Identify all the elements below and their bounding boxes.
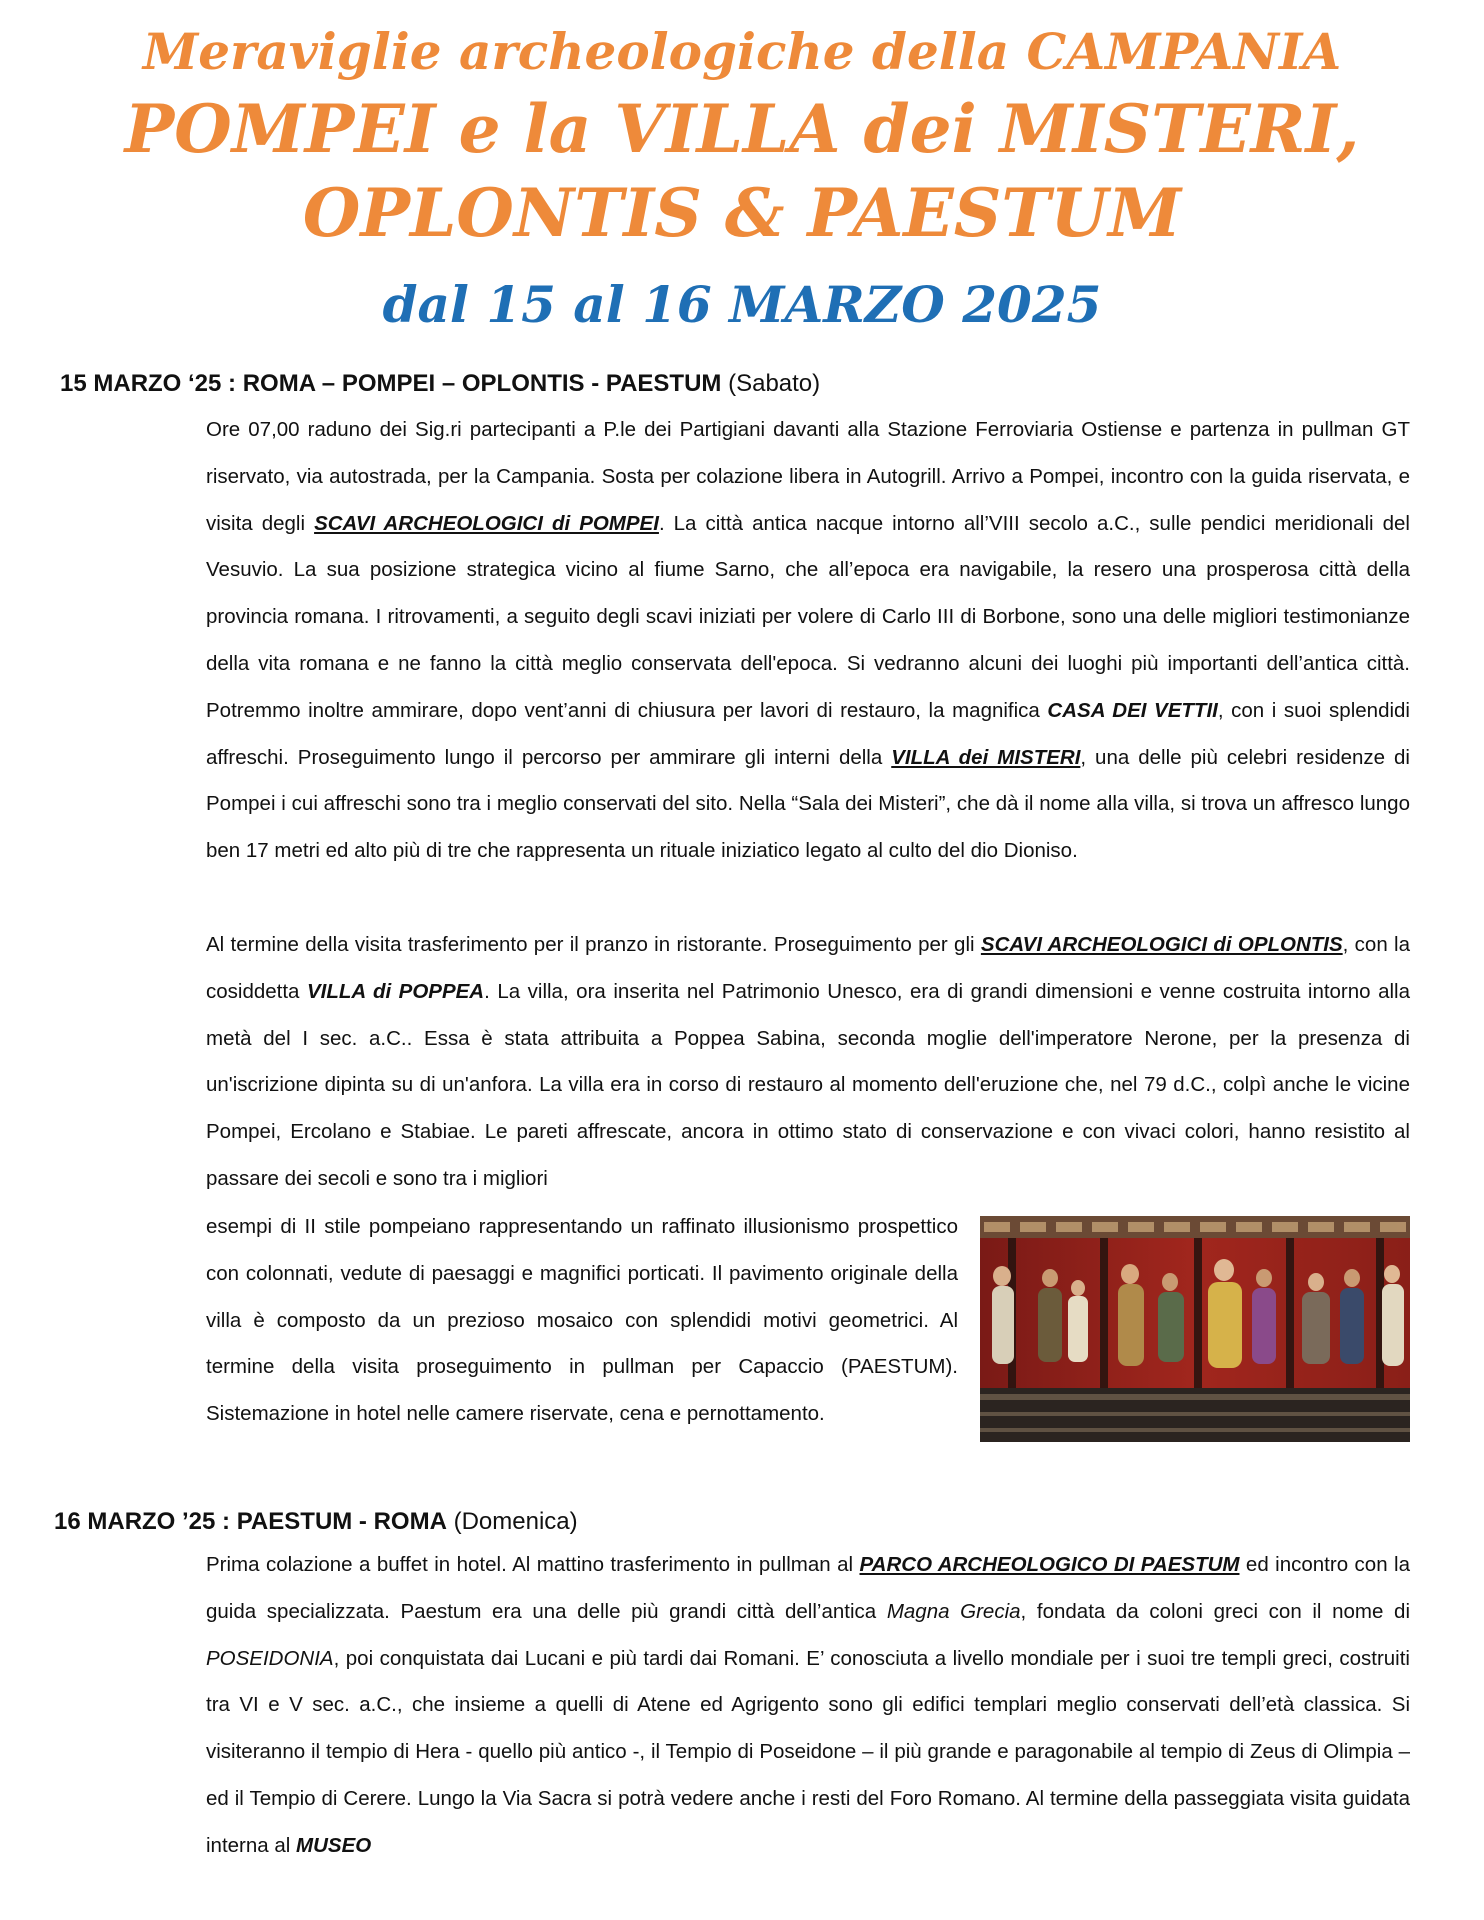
highlight-museo: MUSEO — [296, 1833, 372, 1857]
day-1-weekday: (Sabato) — [728, 370, 821, 397]
text-run: ed incontro con la guida specializzata. Paestum era una delle più grandi città dell’antica — [206, 1553, 1410, 1623]
highlight-scavi-pompei: SCAVI ARCHEOLOGICI di POMPEI — [314, 511, 659, 535]
day-1-paragraph-2 — [206, 922, 1410, 1203]
highlight-scavi-oplontis: SCAVI ARCHEOLOGICI di OPLONTIS — [980, 933, 1343, 956]
highlight-villa-poppea: VILLA di POPPEA — [306, 979, 485, 1003]
day-2-heading-route: 16 MARZO ’25 : PAESTUM - ROMA — [54, 1508, 447, 1535]
text-run: Al termine della visita trasferimento per il pranzo in ristorante. Proseguimento per gli — [206, 933, 981, 956]
day-2-heading — [54, 1508, 578, 1536]
text-run: , una delle più celebri residenze di Pompei i cui affreschi sono tra i meglio conservati del sito. Nella “Sala dei Misteri”, che dà il nome alla villa, si trova un affresco lungo ben 17 metri ed alto più di tre che rappresenta un rituale iniziatico legato al culto del dio Dioniso. — [206, 745, 1410, 863]
highlight-poseidonia: POSEIDONIA — [206, 1646, 334, 1670]
text-run: , poi conquistata dai Lucani e più tardi dai Romani. E’ conosciuta a livello mondiale per i suoi tre templi greci, costruiti tra VI e V sec. a.C., che insieme a quelli di Atene ed Agrigento sono gli edifici templari meglio conservati dell’età classica. Si visiteranno il tempio di Hera - quello più antico -, il Tempio di Poseidone – il più grande e paragonabile al tempio di Zeus di Olimpia – ed il Tempio di Cerere. Lungo la Via Sacra si potrà vedere anche i resti del Foro Romano. Al termine della passeggiata visita guidata interna al — [206, 1646, 1410, 1857]
title-line-2: POMPEI e la VILLA dei MISTERI, — [124, 90, 1360, 168]
text-run: , con la cosiddetta — [206, 933, 1410, 1003]
highlight-casa-vettii: CASA DEI VETTII — [1047, 698, 1218, 722]
trip-dates: dal 15 al 16 MARZO 2025 — [382, 275, 1102, 334]
text-run: Prima colazione a buffet in hotel. Al mattino trasferimento in pullman al — [206, 1553, 860, 1576]
title-line-3: OPLONTIS & PAESTUM — [302, 174, 1182, 252]
day-1-heading-route: 15 MARZO ‘25 : ROMA – POMPEI – OPLONTIS - PAESTUM — [60, 370, 722, 397]
highlight-magna-grecia: Magna Grecia — [886, 1599, 1021, 1623]
highlight-parco-paestum: PARCO ARCHEOLOGICO DI PAESTUM — [859, 1553, 1240, 1576]
text-run: , con i suoi splendidi affreschi. Proseguimento lungo il percorso per ammirare gli interni della — [206, 698, 1410, 769]
day-1-heading — [60, 370, 820, 398]
day-1-paragraph-1 — [206, 407, 1410, 875]
day-1-paragraph-3: esempi di II stile pompeiano rappresentando un raffinato illusionismo prospettico con colonnati, vedute di paesaggi e magnifici porticati. Il pavimento originale della villa è composto da un prezioso mosaico con splendidi motivi geometrici. Al termine della visita proseguimento in pullman per Capaccio (PAESTUM). Sistemazione in hotel nelle camere riservate, cena e pernottamento. — [206, 1215, 958, 1426]
text-run: Ore 07,00 raduno dei Sig.ri partecipanti a P.le dei Partigiani davanti alla Stazione Ferroviaria Ostiense e partenza in pullman GT riservato, via autostrada, per la Campania. Sosta per colazione libera in Autogrill. Arrivo a Pompei, incontro con la guida riservata, e visita degli — [206, 418, 1410, 535]
text-run: . La villa, ora inserita nel Patrimonio Unesco, era di grandi dimensioni e venne costruita intorno alla metà del I sec. a.C.. Essa è stata attribuita a Poppea Sabina, seconda moglie dell'imperatore Nerone, per la presenza di un'iscrizione dipinta su di un'anfora. La villa era in corso di restauro al momento dell'eruzione che, nel 79 d.C., colpì anche le vicine Pompei, Ercolano e Stabiae. Le pareti affrescate, ancora in ottimo stato di conservazione e con vivaci colori, hanno resistito al passare dei secoli e sono tra i migliori — [206, 979, 1410, 1190]
title-line-1: Meraviglie archeologiche della CAMPANIA — [142, 22, 1342, 81]
villa-misteri-fresco-image — [980, 1216, 1410, 1442]
highlight-villa-misteri: VILLA dei MISTERI — [891, 745, 1081, 769]
text-run: . La città antica nacque intorno all’VIII secolo a.C., sulle pendici meridionali del Vesuvio. La sua posizione strategica vicino al fiume Sarno, che all’epoca era navigabile, la resero una prosperosa città della provincia romana. I ritrovamenti, a seguito degli scavi iniziati per volere di Carlo III di Borbone, sono una delle migliori testimonianze della vita romana e ne fanno la città meglio conservata dell'epoca. Si vedranno alcuni dei luoghi più importanti dell’antica città. Potremmo inoltre ammirare, dopo vent’anni di chiusura per lavori di restauro, la magnifica — [206, 511, 1410, 722]
day-2-weekday: (Domenica) — [453, 1508, 578, 1535]
day-2-paragraph-1 — [206, 1542, 1410, 1870]
text-run: , fondata da coloni greci con il nome di — [1020, 1599, 1410, 1623]
